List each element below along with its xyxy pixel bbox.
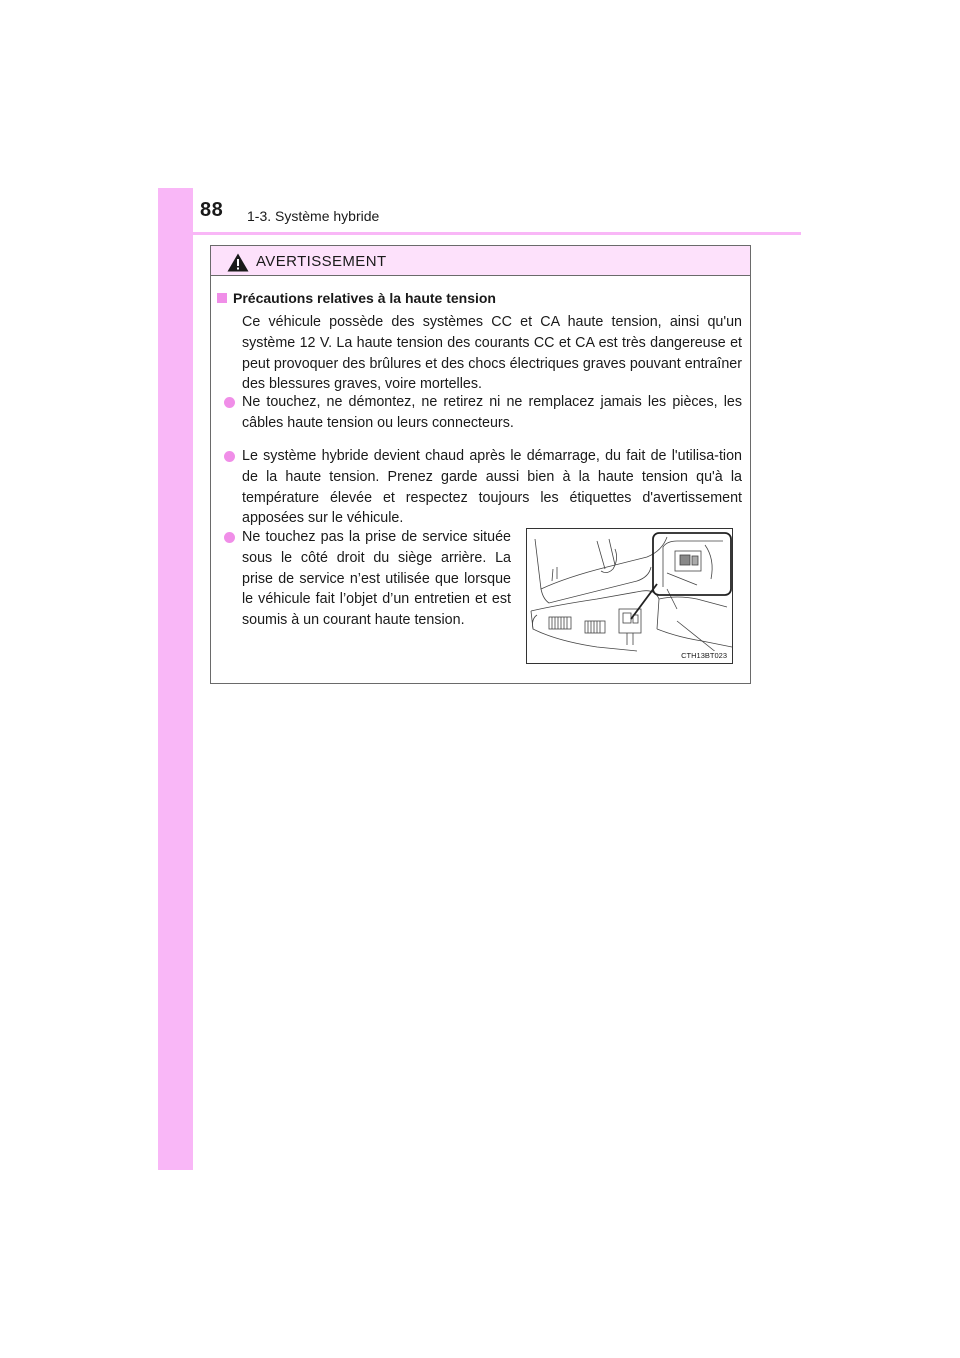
- warning-box: [210, 245, 751, 684]
- square-bullet-icon: [217, 293, 227, 303]
- bullet-text: Ne touchez pas la prise de service située sous le côté droit du siège arrière. La prise de service n’est utilisée que lorsque le véhicule fait l’objet d’un entretien et est soumis à un courant haute tension.: [242, 529, 511, 629]
- round-bullet-icon: [224, 451, 235, 462]
- round-bullet-icon: [224, 397, 235, 408]
- warning-title: AVERTISSEMENT: [256, 253, 387, 270]
- side-tab: [158, 188, 193, 1170]
- warning-heading: [217, 290, 496, 306]
- figure-code: CTH13BT023: [681, 651, 727, 660]
- warning-header: [211, 246, 750, 276]
- warning-heading-text: Précautions relatives à la haute tension: [233, 290, 496, 306]
- section-title: 1-3. Système hybride: [247, 208, 380, 224]
- intro-paragraph: Ce véhicule possède des systèmes CC et CA haute tension, ainsi qu'un système 12 V. La haute tension des courants CC et CA est très dangereuse et peut provoquer des brûlures et des chocs électriques graves pouvant entraîner des blessures graves, voire mortelles.: [242, 314, 742, 393]
- service-plug-illustration: [526, 528, 733, 664]
- bullet-text: Ne touchez, ne démontez, ne retirez ni ne remplacez jamais les pièces, les câbles haute tension ou leurs connecteurs.: [242, 394, 742, 431]
- round-bullet-icon: [224, 532, 235, 543]
- page-number: 88: [200, 199, 224, 221]
- warning-triangle-icon: [227, 253, 249, 272]
- header-rule: [193, 232, 801, 235]
- bullet-text: Le système hybride devient chaud après le démarrage, du fait de l'utilisa-tion de la haute tension. Prenez garde aussi bien à la haute tension qu'à la température élevée et respectez toujours les étiquettes d'avertissement apposées sur le véhicule.: [242, 448, 742, 527]
- vehicle-interior-drawing: [527, 529, 733, 664]
